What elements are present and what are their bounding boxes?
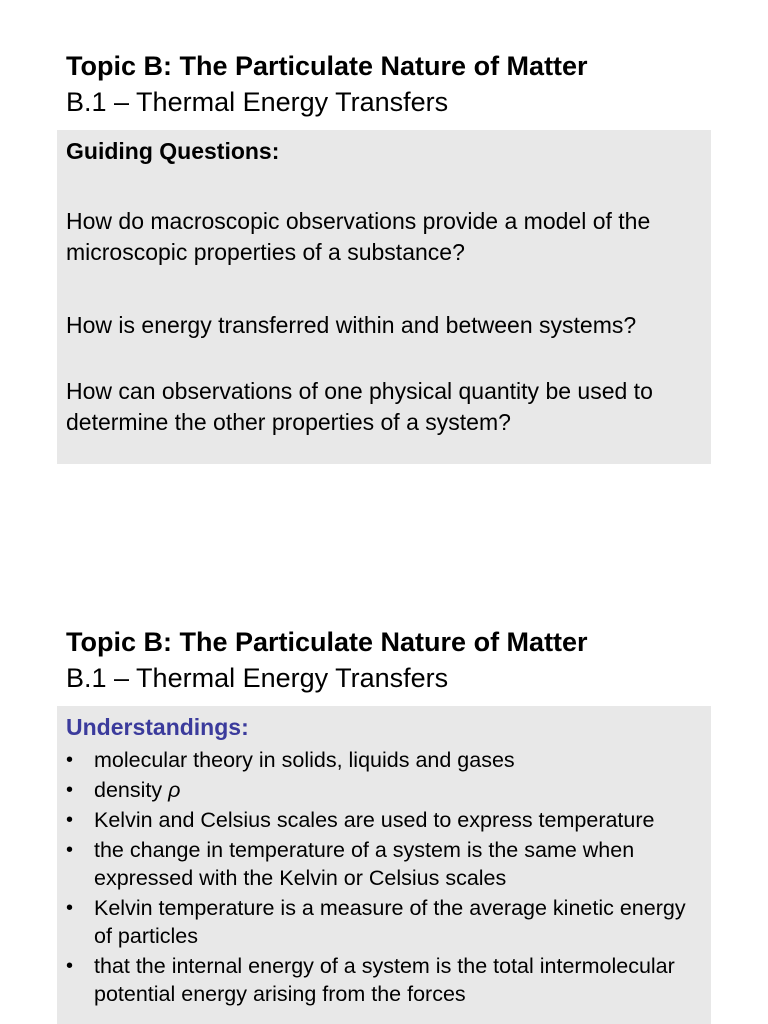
- bullet-icon: •: [66, 809, 74, 831]
- understandings-heading: Understandings:: [66, 714, 249, 740]
- understandings-box: [57, 706, 711, 1024]
- list-item-text: density: [94, 778, 169, 802]
- list-item: [57, 952, 694, 1008]
- subtopic-title: B.1 – Thermal Energy Transfers: [66, 663, 449, 693]
- bullet-icon: •: [66, 779, 74, 801]
- bullet-icon: •: [66, 749, 74, 771]
- list-item: [57, 836, 694, 892]
- bullet-icon: •: [66, 839, 74, 861]
- understandings-list: [57, 746, 711, 1010]
- list-item-text: the change in temperature of a system is the same when expressed with the Kelvin or Celsius scales: [94, 838, 635, 890]
- guiding-question: How can observations of one physical quantity be used to determine the other properties of a system?: [66, 378, 653, 435]
- list-item: [57, 776, 694, 804]
- list-item-text: Kelvin temperature is a measure of the average kinetic energy of particles: [94, 896, 686, 948]
- guiding-questions-box: [57, 130, 711, 464]
- density-symbol: ρ: [168, 778, 181, 802]
- guiding-question: How do macroscopic observations provide a model of the microscopic properties of a substance?: [66, 208, 651, 265]
- bullet-icon: •: [66, 897, 74, 919]
- list-item-text: that the internal energy of a system is the total intermolecular potential energy arising from the forces: [94, 954, 675, 1006]
- list-item: [57, 746, 694, 774]
- subtopic-title: B.1 – Thermal Energy Transfers: [66, 87, 449, 117]
- guiding-questions-heading: Guiding Questions:: [66, 138, 280, 164]
- guiding-question: How is energy transferred within and between systems?: [66, 312, 637, 338]
- list-item-text: molecular theory in solids, liquids and gases: [94, 748, 515, 772]
- list-item-text: Kelvin and Celsius scales are used to express temperature: [94, 808, 655, 832]
- topic-title: Topic B: The Particulate Nature of Matter: [66, 627, 588, 657]
- list-item: [57, 806, 694, 834]
- bullet-icon: •: [66, 955, 74, 977]
- list-item: [57, 894, 694, 950]
- topic-title: Topic B: The Particulate Nature of Matter: [66, 51, 588, 81]
